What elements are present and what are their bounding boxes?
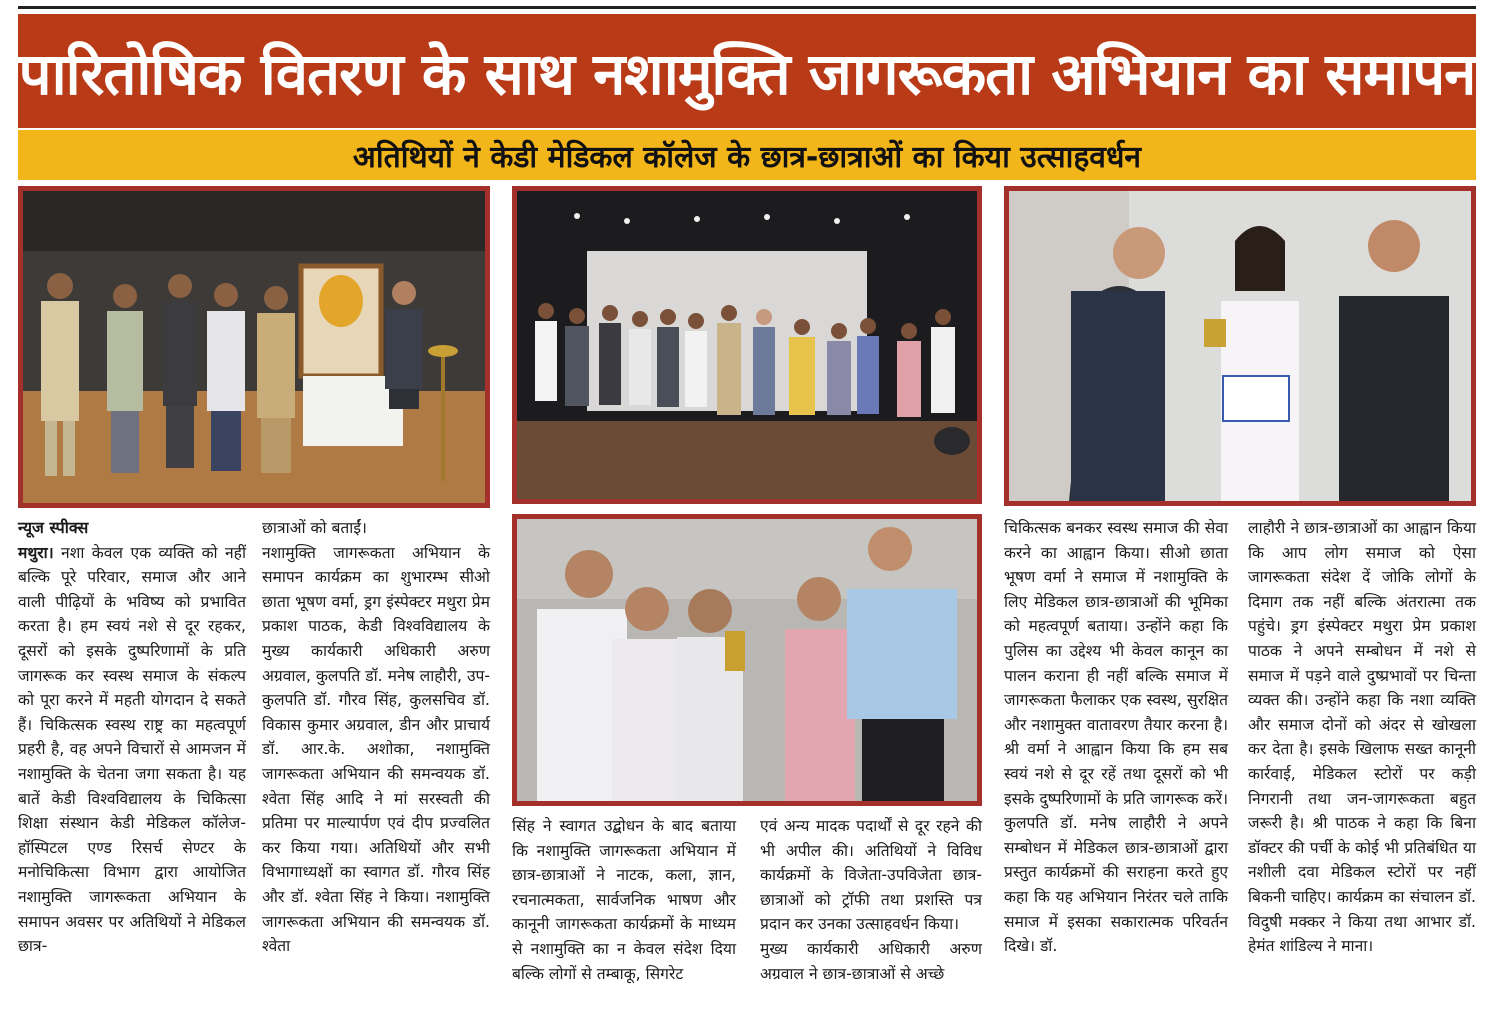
byline: न्यूज स्पीक्स — [18, 518, 89, 537]
article-col4-para2: मुख्य कार्यकारी अधिकारी अरुण अग्रवाल ने छात्र-छात्राओं से अच्छे — [760, 939, 982, 983]
article-col5-text: चिकित्सक बनकर स्वस्थ समाज की सेवा करने का आह्वान किया। सीओ छाता भूषण वर्मा ने समाज में नशामुक्ति के लिए मेडिकल छात्र-छात्राओं की भूमिका को महत्वपूर्ण बताया। उन्होंने कहा कि पुलिस का उद्देश्य भी केवल कानून का पालन कराना ही नहीं बल्कि समाज में जागरूकता फैलाकर एक स्वस्थ, सुरक्षित और नशामुक्त वातावरण तैयार करना है। श्री वर्मा ने आह्वान किया कि हम सब स्वयं नशे से दूर रहें तथा दूसरों को भी इसके दुष्परिणामों के प्रति जागरूक करें। कुलपति डॉ. मनेष लाहौरी ने अपने सम्बोधन में मेडिकल छात्र-छात्राओं द्वारा प्रस्तुत कार्यक्रमों की सराहना करते हुए कहा कि यह अभियान निरंतर चले ताकि समाज में इसका सकारात्मक परिवर्तन दिखे। डॉ. — [1004, 519, 1228, 956]
article-col4-para1: एवं अन्य मादक पदार्थों से दूर रहने की भी अपील की। अतिथियों ने विविध कार्यक्रमों के विजेता-उपविजेता छात्र-छात्राओं को ट्रॉफी तथा प्रशस्ति पत्र प्रदान कर उनका उत्साहवर्धन किया। — [760, 817, 982, 934]
article-col2-para2: नशामुक्ति जागरूकता अभियान के समापन कार्यक्रम का शुभारम्भ सीओ छाता भूषण वर्मा, ड्रग इंस्पेक्टर मथुरा प्रेम प्रकाश पाठक, केडी विश्वविद्यालय के मुख्य कार्यकारी अधिकारी अरुण अग्रवाल, कुलपति डॉ. मनेष लाहौरी, उप-कुलपति डॉ. गौरव सिंह, कुलसचिव डॉ. विकास कुमार अग्रवाल, डीन और प्राचार्य डॉ. आर.के. अशोका, नशामुक्ति जागरूकता अभियान की समन्वयक डॉ. श्वेता सिंह आदि ने मां सरस्वती की प्रतिमा पर माल्यार्पण एवं दीप प्रज्वलित कर किया गया। अतिथियों और सभी विभागाध्यक्षों का स्वागत डॉ. गौरव सिंह और डॉ. श्वेता सिंह ने किया। नशामुक्ति जागरूकता अभियान की समन्वयक डॉ. श्वेता — [262, 543, 490, 956]
article-col1-text: नशा केवल एक व्यक्ति को नहीं बल्कि पूरे परिवार, समाज और आने वाली पीढ़ियों के भविष्य को प्रभावित करता है। हम स्वयं नशे से दूर रहकर, दूसरों को इसके दुष्परिणामों के प्रति जागरूक कर स्वस्थ समाज के संकल्प को पूरा करने में महती योगदान दे सकते हैं। चिकित्सक स्वस्थ राष्ट्र का महत्वपूर्ण प्रहरी है, वह अपने विचारों से आमजन में नशामुक्ति के चेतना जगा सकता है। यह बातें केडी विश्वविद्यालय के चिकित्सा शिक्षा संस्थान केडी मेडिकल कॉलेज-हॉस्पिटल एण्ड रिसर्च सेण्टर के मनोचिकित्सा विभाग द्वारा आयोजित नशामुक्ति जागरूकता अभियान के समापन अवसर पर अतिथियों ने मेडिकल छात्र- — [18, 543, 246, 956]
article-column-4 — [760, 814, 982, 986]
photo-1-dignitaries-lamp — [18, 186, 490, 508]
photo-2-group-certificates — [512, 186, 982, 504]
subheadline-banner — [18, 130, 1476, 180]
headline: पारितोषिक वितरण के साथ नशामुक्ति जागरूकता अभियान का समापन — [18, 39, 1476, 108]
article-column-5 — [1004, 516, 1228, 959]
subheadline: अतिथियों ने केडी मेडिकल कॉलेज के छात्र-छात्राओं का किया उत्साहवर्धन — [352, 139, 1142, 175]
headline-banner — [18, 14, 1476, 128]
top-rule — [18, 6, 1476, 9]
article-column-3 — [512, 814, 736, 986]
article-column-1 — [18, 516, 246, 959]
article-column-6 — [1248, 516, 1476, 959]
dateline-place: मथुरा। — [18, 543, 54, 562]
article-col6-text: लाहौरी ने छात्र-छात्राओं का आह्वान किया कि आप लोग समाज को ऐसा जागरूकता संदेश दें जोकि लोगों के दिमाग तक नहीं बल्कि अंतरात्मा तक पहुंचे। ड्रग इंस्पेक्टर मथुरा प्रेम प्रकाश पाठक ने अपने सम्बोधन में नशे से समाज में पड़ने वाले दुष्प्रभावों पर चिन्ता व्यक्त की। उन्होंने कहा कि नशा व्यक्ति और समाज दोनों को अंदर से खोखला कर देता है। इसके खिलाफ सख्त कानूनी कार्रवाई, मेडिकल स्टोरों पर कड़ी निगरानी तथा जन-जागरूकता बहुत जरूरी है। श्री पाठक ने कहा कि बिना डॉक्टर की पर्ची के कोई भी प्रतिबंधित या नशीली दवा मेडिकल स्टोरों पर नहीं बिकनी चाहिए। कार्यक्रम का संचालन डॉ. विदुषी मक्कर ने किया तथा आभार डॉ. हेमंत शांडिल्य ने माना। — [1248, 519, 1476, 956]
article-column-2 — [262, 516, 490, 959]
photo-4-trophy-group — [512, 514, 982, 806]
article-col3-text: सिंह ने स्वागत उद्बोधन के बाद बताया कि नशामुक्ति जागरूकता अभियान में छात्र-छात्राओं ने नाटक, कला, ज्ञान, रचनात्मकता, सार्वजनिक भाषण और कानूनी जागरूकता कार्यक्रमों के माध्यम से नशामुक्ति का न केवल संदेश दिया बल्कि लोगों से तम्बाकू, सिगरेट — [512, 817, 736, 983]
article-col2-para1: छात्राओं को बताईं। — [262, 519, 367, 537]
photo-3-trophy-presentation — [1004, 186, 1476, 506]
